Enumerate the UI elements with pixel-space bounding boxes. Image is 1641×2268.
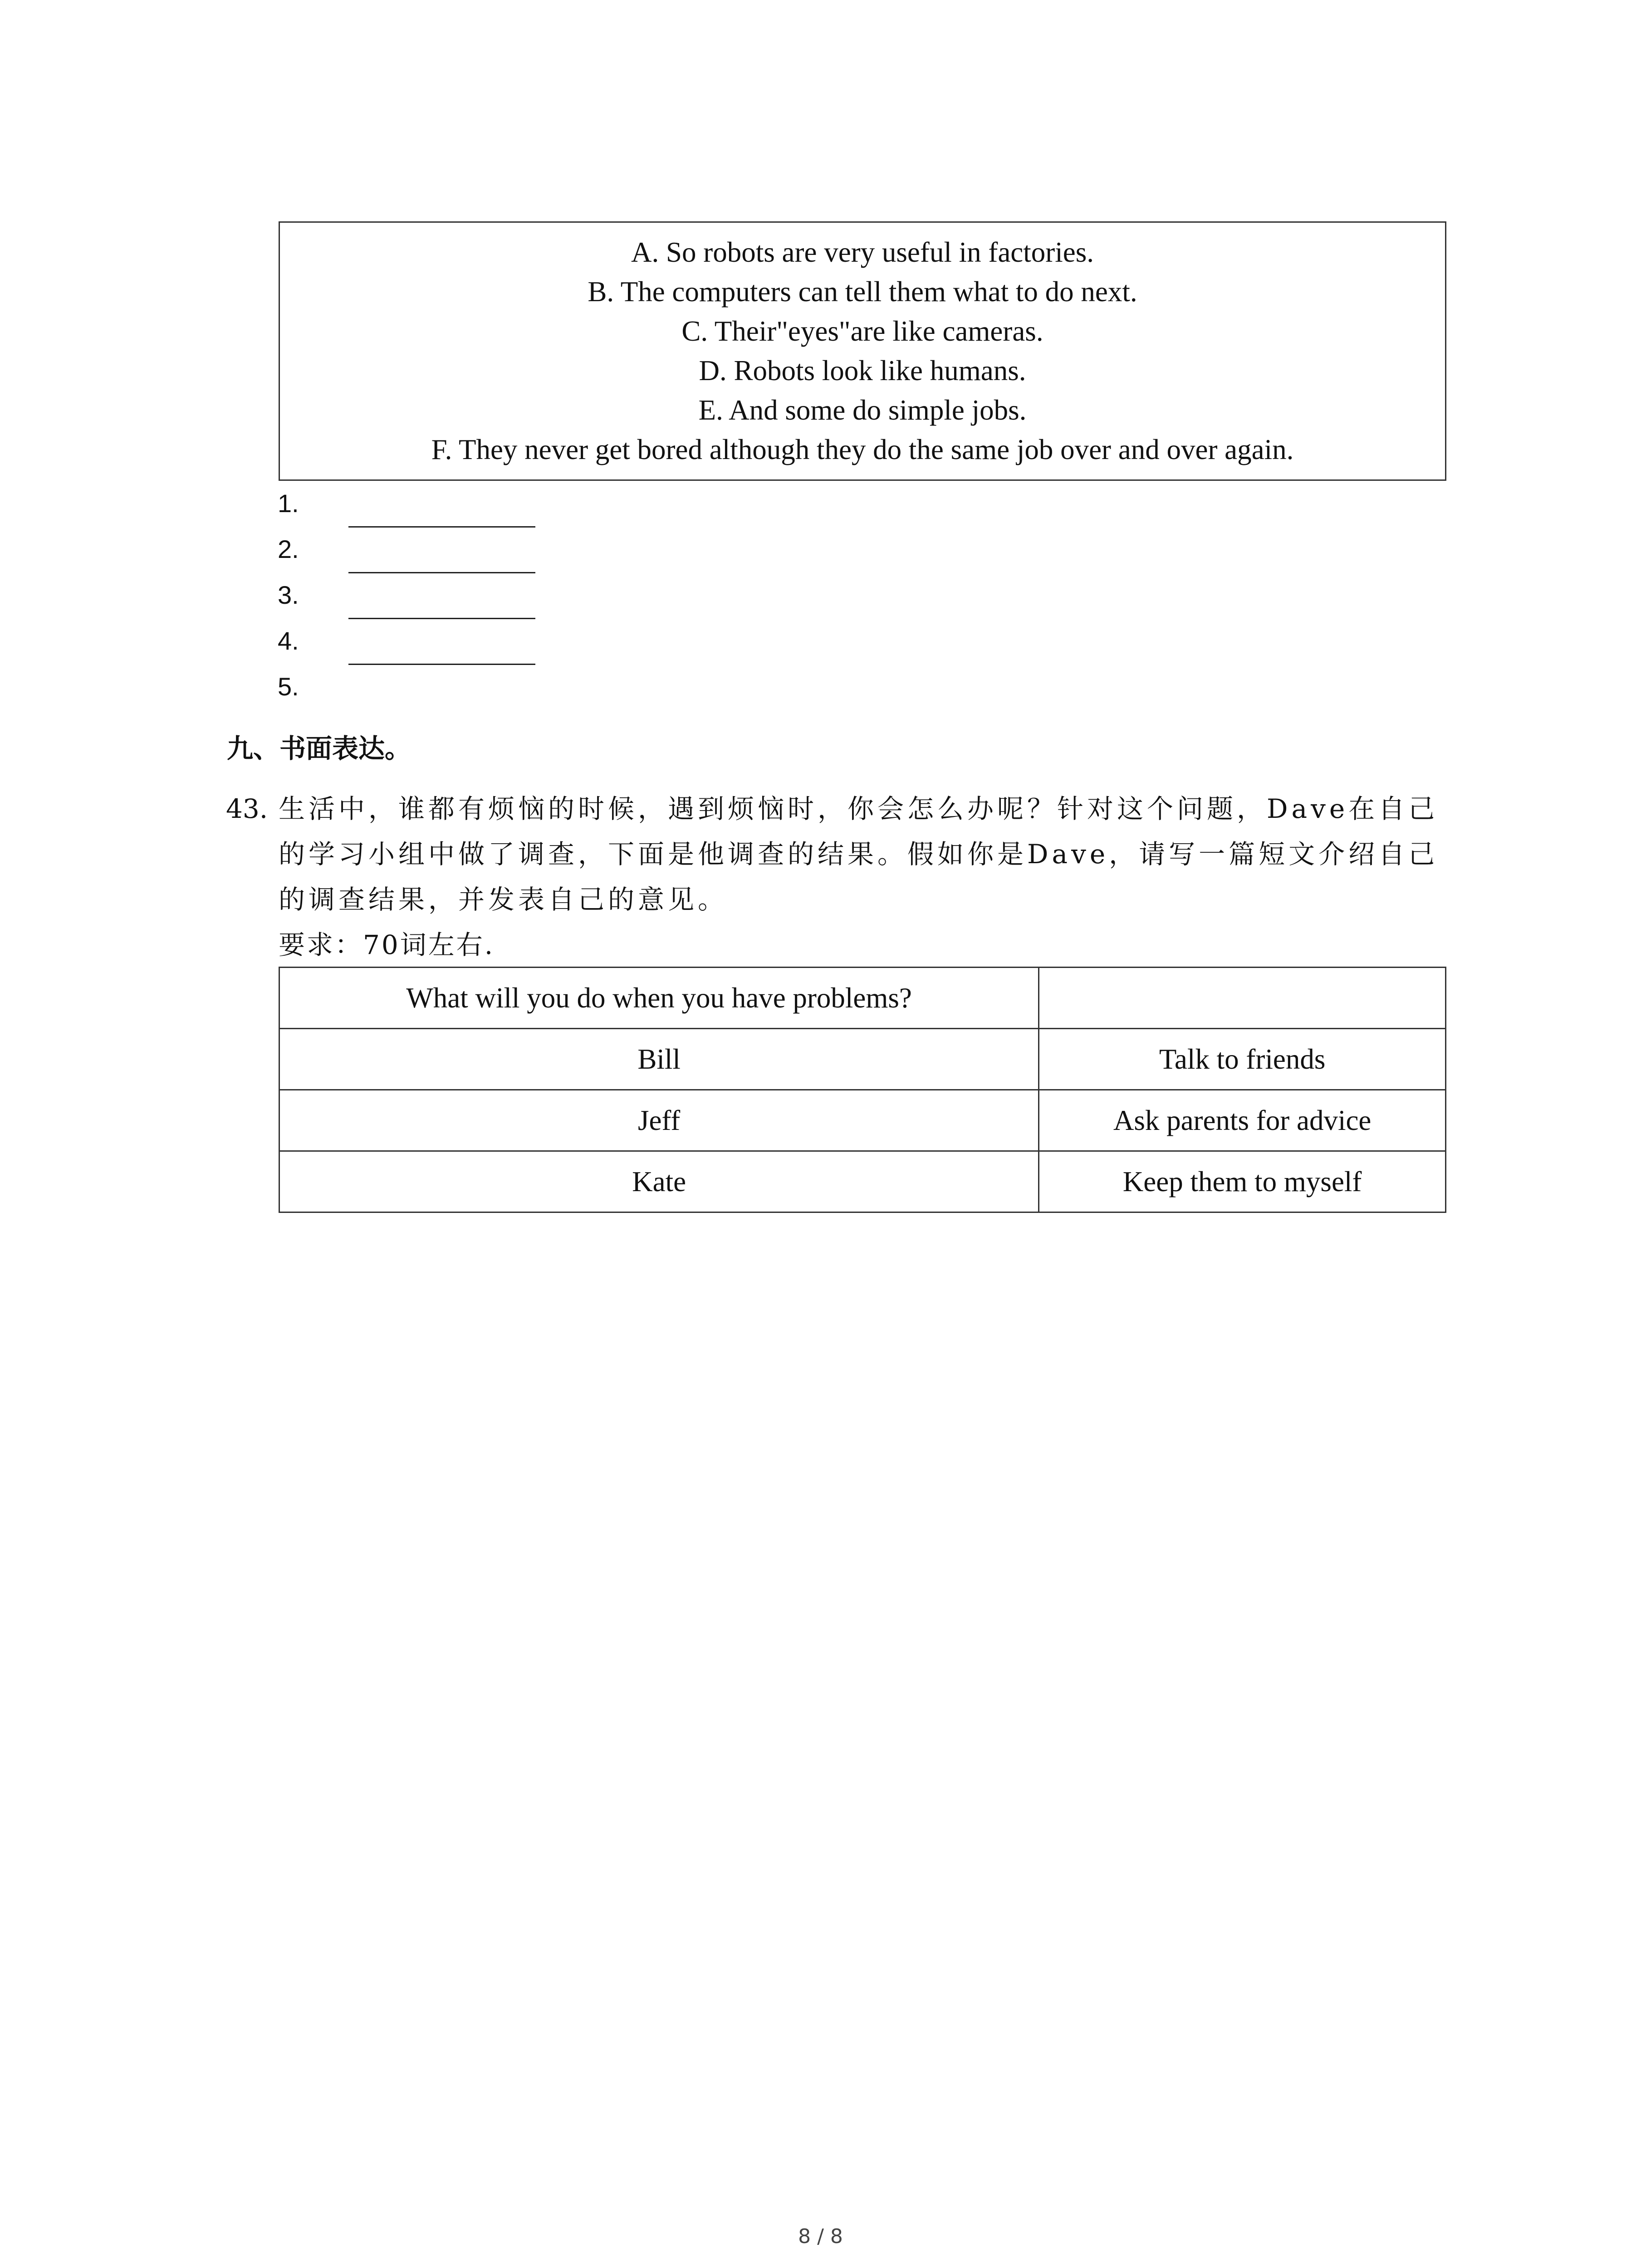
table-cell-answer: Talk to friends [1039,1029,1446,1090]
option-d: D. Robots look like humans. [699,355,1026,386]
section-title: 九、书面表达。 [227,733,411,764]
question-number: 43. [226,793,268,824]
table-cell-name: Kate [279,1151,1039,1212]
option-c: C. Their"eyes"are like cameras. [681,315,1043,347]
table-cell-name: Jeff [279,1090,1039,1151]
question-line-1: 生活中，谁都有烦恼的时候，遇到烦恼时，你会怎么办呢？针对这个问题，Dave在自己 [279,793,1439,824]
table-row [279,1151,1446,1212]
table-cell-name: Bill [279,1029,1039,1090]
table-cell-answer: Ask parents for advice [1039,1090,1446,1151]
blank-number: 2. [278,535,299,563]
table-header-question: What will you do when you have problems? [279,968,1039,1029]
table-row [279,1029,1446,1090]
table-header-answer [1039,968,1446,1029]
table-cell-answer: Keep them to myself [1039,1151,1446,1212]
option-a: A. So robots are very useful in factories. [631,236,1094,268]
answer-blank-line[interactable] [348,526,535,528]
page-number: 8 / 8 [798,2225,843,2248]
answer-blank-line[interactable] [348,618,535,619]
answer-blank-line[interactable] [348,664,535,665]
blank-number: 3. [278,581,299,609]
option-b: B. The computers can tell them what to do next. [588,276,1137,308]
table-header-row [279,968,1446,1029]
options-box [279,221,1446,481]
option-f: F. They never get bored although they do the same job over and over again. [431,434,1294,465]
question-requirement: 要求：70词左右. [279,929,495,960]
blank-number: 5. [278,672,299,701]
question-line-2: 的学习小组中做了调查，下面是他调查的结果。假如你是Dave，请写一篇短文介绍自己 [279,839,1439,870]
question-body [279,786,1458,968]
option-e: E. And some do simple jobs. [698,394,1027,426]
blank-number: 4. [278,626,299,655]
answer-blank-line[interactable] [348,572,535,573]
question-line-3: 的调查结果，并发表自己的意见。 [279,884,728,915]
table-row [279,1090,1446,1151]
blank-number: 1. [278,489,299,518]
survey-table [279,967,1446,1213]
